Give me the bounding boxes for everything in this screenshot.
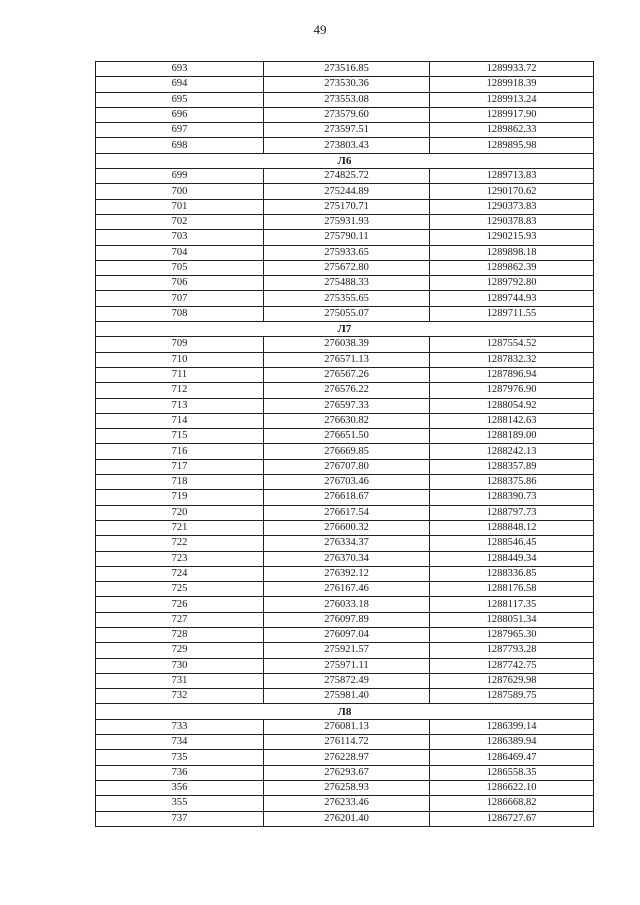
point-number-cell: 711 — [96, 367, 264, 382]
y-coordinate-cell: 1288449.34 — [430, 551, 594, 566]
y-coordinate-cell: 1287976.90 — [430, 383, 594, 398]
table-row — [96, 62, 594, 77]
coordinates-table-body — [96, 62, 594, 827]
point-number-cell: 723 — [96, 551, 264, 566]
y-coordinate-cell: 1287629.98 — [430, 673, 594, 688]
y-coordinate-cell: 1289918.39 — [430, 77, 594, 92]
table-row — [96, 643, 594, 658]
y-coordinate-cell: 1289711.55 — [430, 306, 594, 321]
x-coordinate-cell: 276114.72 — [264, 735, 430, 750]
y-coordinate-cell: 1288357.89 — [430, 459, 594, 474]
table-row — [96, 214, 594, 229]
table-row — [96, 811, 594, 826]
x-coordinate-cell: 273530.36 — [264, 77, 430, 92]
point-number-cell: 705 — [96, 260, 264, 275]
y-coordinate-cell: 1290170.62 — [430, 184, 594, 199]
x-coordinate-cell: 276370.34 — [264, 551, 430, 566]
point-number-cell: 725 — [96, 582, 264, 597]
y-coordinate-cell: 1286622.10 — [430, 780, 594, 795]
table-row — [96, 520, 594, 535]
x-coordinate-cell: 276630.82 — [264, 413, 430, 428]
table-row — [96, 92, 594, 107]
point-number-cell: 735 — [96, 750, 264, 765]
table-row — [96, 490, 594, 505]
x-coordinate-cell: 275921.57 — [264, 643, 430, 658]
table-row — [96, 123, 594, 138]
point-number-cell: 716 — [96, 444, 264, 459]
table-row — [96, 383, 594, 398]
y-coordinate-cell: 1287793.28 — [430, 643, 594, 658]
point-number-cell: 736 — [96, 765, 264, 780]
y-coordinate-cell: 1289913.24 — [430, 92, 594, 107]
x-coordinate-cell: 276651.50 — [264, 429, 430, 444]
x-coordinate-cell: 276033.18 — [264, 597, 430, 612]
y-coordinate-cell: 1286389.94 — [430, 735, 594, 750]
x-coordinate-cell: 276097.04 — [264, 627, 430, 642]
table-row — [96, 367, 594, 382]
y-coordinate-cell: 1286558.35 — [430, 765, 594, 780]
x-coordinate-cell: 276571.13 — [264, 352, 430, 367]
x-coordinate-cell: 276167.46 — [264, 582, 430, 597]
point-number-cell: 719 — [96, 490, 264, 505]
x-coordinate-cell: 276392.12 — [264, 566, 430, 581]
y-coordinate-cell: 1287832.32 — [430, 352, 594, 367]
y-coordinate-cell: 1286668.82 — [430, 796, 594, 811]
table-row — [96, 536, 594, 551]
y-coordinate-cell: 1288797.73 — [430, 505, 594, 520]
y-coordinate-cell: 1286469.47 — [430, 750, 594, 765]
x-coordinate-cell: 276081.13 — [264, 719, 430, 734]
x-coordinate-cell: 275488.33 — [264, 276, 430, 291]
table-row — [96, 582, 594, 597]
x-coordinate-cell: 276293.67 — [264, 765, 430, 780]
x-coordinate-cell: 276597.33 — [264, 398, 430, 413]
table-row — [96, 138, 594, 153]
table-row — [96, 597, 594, 612]
x-coordinate-cell: 275931.93 — [264, 214, 430, 229]
y-coordinate-cell: 1289898.18 — [430, 245, 594, 260]
y-coordinate-cell: 1287554.52 — [430, 337, 594, 352]
table-row — [96, 398, 594, 413]
x-coordinate-cell: 273597.51 — [264, 123, 430, 138]
x-coordinate-cell: 276707.80 — [264, 459, 430, 474]
y-coordinate-cell: 1290373.83 — [430, 199, 594, 214]
x-coordinate-cell: 273516.85 — [264, 62, 430, 77]
point-number-cell: 724 — [96, 566, 264, 581]
y-coordinate-cell: 1288051.34 — [430, 612, 594, 627]
x-coordinate-cell: 276097.89 — [264, 612, 430, 627]
point-number-cell: 698 — [96, 138, 264, 153]
table-row — [96, 245, 594, 260]
y-coordinate-cell: 1288117.35 — [430, 597, 594, 612]
table-row — [96, 750, 594, 765]
section-label: Л8 — [96, 704, 594, 719]
y-coordinate-cell: 1288176.58 — [430, 582, 594, 597]
x-coordinate-cell: 274825.72 — [264, 169, 430, 184]
y-coordinate-cell: 1286727.67 — [430, 811, 594, 826]
table-row — [96, 475, 594, 490]
table-row — [96, 107, 594, 122]
y-coordinate-cell: 1287589.75 — [430, 689, 594, 704]
table-row — [96, 291, 594, 306]
y-coordinate-cell: 1290215.93 — [430, 230, 594, 245]
point-number-cell: 699 — [96, 169, 264, 184]
y-coordinate-cell: 1288848.12 — [430, 520, 594, 535]
table-row — [96, 77, 594, 92]
point-number-cell: 732 — [96, 689, 264, 704]
table-row — [96, 459, 594, 474]
point-number-cell: 720 — [96, 505, 264, 520]
y-coordinate-cell: 1288242.13 — [430, 444, 594, 459]
point-number-cell: 701 — [96, 199, 264, 214]
table-row — [96, 429, 594, 444]
point-number-cell: 704 — [96, 245, 264, 260]
table-row — [96, 444, 594, 459]
point-number-cell: 730 — [96, 658, 264, 673]
y-coordinate-cell: 1289917.90 — [430, 107, 594, 122]
table-row — [96, 765, 594, 780]
x-coordinate-cell: 275872.49 — [264, 673, 430, 688]
y-coordinate-cell: 1289744.93 — [430, 291, 594, 306]
section-row — [96, 704, 594, 719]
point-number-cell: 722 — [96, 536, 264, 551]
table-row — [96, 505, 594, 520]
y-coordinate-cell: 1288189.00 — [430, 429, 594, 444]
point-number-cell: 731 — [96, 673, 264, 688]
table-row — [96, 780, 594, 795]
table-row — [96, 337, 594, 352]
point-number-cell: 715 — [96, 429, 264, 444]
point-number-cell: 693 — [96, 62, 264, 77]
point-number-cell: 721 — [96, 520, 264, 535]
y-coordinate-cell: 1286399.14 — [430, 719, 594, 734]
point-number-cell: 712 — [96, 383, 264, 398]
point-number-cell: 709 — [96, 337, 264, 352]
section-label: Л7 — [96, 322, 594, 337]
point-number-cell: 718 — [96, 475, 264, 490]
y-coordinate-cell: 1288054.92 — [430, 398, 594, 413]
x-coordinate-cell: 276600.32 — [264, 520, 430, 535]
x-coordinate-cell: 275244.89 — [264, 184, 430, 199]
point-number-cell: 707 — [96, 291, 264, 306]
y-coordinate-cell: 1287896.94 — [430, 367, 594, 382]
table-row — [96, 413, 594, 428]
y-coordinate-cell: 1290378.83 — [430, 214, 594, 229]
y-coordinate-cell: 1287965.30 — [430, 627, 594, 642]
point-number-cell: 728 — [96, 627, 264, 642]
y-coordinate-cell: 1288375.86 — [430, 475, 594, 490]
y-coordinate-cell: 1288546.45 — [430, 536, 594, 551]
table-row — [96, 169, 594, 184]
table-row — [96, 627, 594, 642]
point-number-cell: 700 — [96, 184, 264, 199]
y-coordinate-cell: 1288142.63 — [430, 413, 594, 428]
y-coordinate-cell: 1288336.85 — [430, 566, 594, 581]
table-row — [96, 566, 594, 581]
table-row — [96, 276, 594, 291]
y-coordinate-cell: 1289862.39 — [430, 260, 594, 275]
point-number-cell: 729 — [96, 643, 264, 658]
point-number-cell: 734 — [96, 735, 264, 750]
point-number-cell: 733 — [96, 719, 264, 734]
page-number: 49 — [313, 22, 327, 37]
x-coordinate-cell: 276228.97 — [264, 750, 430, 765]
x-coordinate-cell: 276201.40 — [264, 811, 430, 826]
section-row — [96, 322, 594, 337]
table-row — [96, 658, 594, 673]
y-coordinate-cell: 1288390.73 — [430, 490, 594, 505]
table-row — [96, 673, 594, 688]
x-coordinate-cell: 275170.71 — [264, 199, 430, 214]
point-number-cell: 713 — [96, 398, 264, 413]
table-row — [96, 260, 594, 275]
point-number-cell: 726 — [96, 597, 264, 612]
table-row — [96, 796, 594, 811]
table-row — [96, 184, 594, 199]
x-coordinate-cell: 275355.65 — [264, 291, 430, 306]
x-coordinate-cell: 276258.93 — [264, 780, 430, 795]
point-number-cell: 737 — [96, 811, 264, 826]
x-coordinate-cell: 275790.11 — [264, 230, 430, 245]
table-row — [96, 306, 594, 321]
point-number-cell: 708 — [96, 306, 264, 321]
x-coordinate-cell: 275933.65 — [264, 245, 430, 260]
coordinates-table — [95, 61, 594, 827]
y-coordinate-cell: 1287742.75 — [430, 658, 594, 673]
x-coordinate-cell: 276576.22 — [264, 383, 430, 398]
x-coordinate-cell: 276617.54 — [264, 505, 430, 520]
point-number-cell: 706 — [96, 276, 264, 291]
x-coordinate-cell: 275055.07 — [264, 306, 430, 321]
point-number-cell: 702 — [96, 214, 264, 229]
x-coordinate-cell: 275672.80 — [264, 260, 430, 275]
table-row — [96, 551, 594, 566]
x-coordinate-cell: 276618.67 — [264, 490, 430, 505]
y-coordinate-cell: 1289792.80 — [430, 276, 594, 291]
point-number-cell: 727 — [96, 612, 264, 627]
x-coordinate-cell: 273579.60 — [264, 107, 430, 122]
table-row — [96, 230, 594, 245]
point-number-cell: 714 — [96, 413, 264, 428]
table-row — [96, 735, 594, 750]
y-coordinate-cell: 1289862.33 — [430, 123, 594, 138]
point-number-cell: 355 — [96, 796, 264, 811]
x-coordinate-cell: 273803.43 — [264, 138, 430, 153]
x-coordinate-cell: 276669.85 — [264, 444, 430, 459]
x-coordinate-cell: 276703.46 — [264, 475, 430, 490]
x-coordinate-cell: 276334.37 — [264, 536, 430, 551]
x-coordinate-cell: 276567.26 — [264, 367, 430, 382]
x-coordinate-cell: 276233.46 — [264, 796, 430, 811]
point-number-cell: 697 — [96, 123, 264, 138]
point-number-cell: 694 — [96, 77, 264, 92]
x-coordinate-cell: 275971.11 — [264, 658, 430, 673]
table-row — [96, 352, 594, 367]
table-row — [96, 199, 594, 214]
point-number-cell: 710 — [96, 352, 264, 367]
point-number-cell: 703 — [96, 230, 264, 245]
x-coordinate-cell: 275981.40 — [264, 689, 430, 704]
table-row — [96, 719, 594, 734]
y-coordinate-cell: 1289713.83 — [430, 169, 594, 184]
y-coordinate-cell: 1289895.98 — [430, 138, 594, 153]
point-number-cell: 356 — [96, 780, 264, 795]
section-row — [96, 153, 594, 168]
point-number-cell: 695 — [96, 92, 264, 107]
x-coordinate-cell: 276038.39 — [264, 337, 430, 352]
table-row — [96, 689, 594, 704]
point-number-cell: 696 — [96, 107, 264, 122]
point-number-cell: 717 — [96, 459, 264, 474]
y-coordinate-cell: 1289933.72 — [430, 62, 594, 77]
table-row — [96, 612, 594, 627]
x-coordinate-cell: 273553.08 — [264, 92, 430, 107]
section-label: Л6 — [96, 153, 594, 168]
